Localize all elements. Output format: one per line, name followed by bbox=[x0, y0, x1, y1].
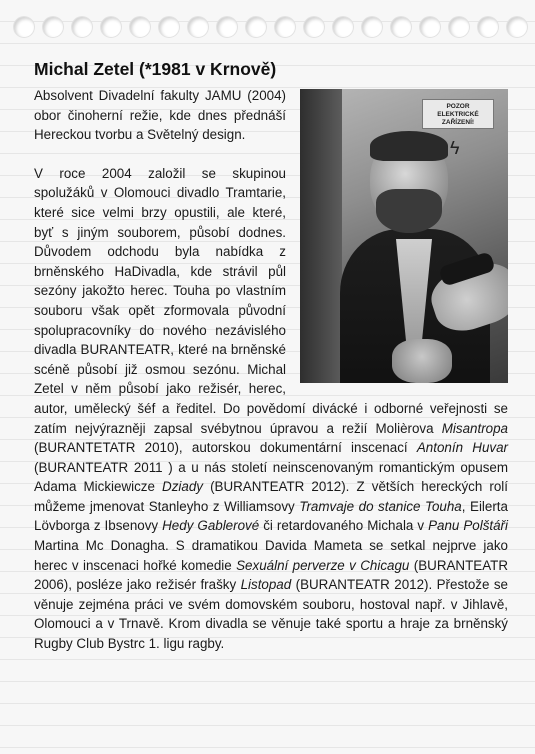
bio-text: (BURANTETATR 2010), autorskou dokumentární inscenací bbox=[34, 440, 417, 456]
binder-hole bbox=[246, 17, 266, 37]
warning-sign bbox=[422, 99, 494, 129]
binder-hole bbox=[420, 17, 440, 37]
binder-holes bbox=[14, 17, 527, 41]
work-title: Misantropa bbox=[441, 420, 508, 436]
work-title: Hedy Gablerové bbox=[162, 518, 260, 534]
bio-text: V roce 2004 založil se skupinou spolužáků v Olomouci divadlo Tramtarie, které sice velmi brzy opustili, ale které, byť s jiným souborem, působí dodnes. Důvodem odchodu byla nabídka z brněnského HaDivadla, kde strávil půl sezóny jakožto herec. Touha po vlastním souboru však opět zformovala původní spolupracovníky do nového nezávislého divadla BURANTEATR, které na brněnské scéně působí již osmou sezónu. Michal Zetel v něm působí jako režisér, herec, autor, umělecký šéf a ředitel. Do povědomí divácké i odborné veřejnosti se zatím nejvýrazněji zapsal svébytnou úpravou a režií Molièrova bbox=[34, 165, 508, 436]
bio-text: (BURANTEATR 2012). Z větších hereckých rolí můžeme jmenovat Stanleyho z Williamsovy bbox=[34, 479, 508, 514]
lightning-bolt-icon: ϟ bbox=[450, 138, 460, 158]
binder-hole bbox=[275, 17, 295, 37]
bio-text: (BURANTEATR 2006), posléze jako režisér frašky bbox=[34, 557, 508, 593]
binder-hole bbox=[478, 17, 498, 37]
work-title: Panu Polštáři bbox=[428, 518, 508, 534]
photo-hair bbox=[370, 131, 448, 161]
work-title: Tramvaje do stanice Touha bbox=[299, 498, 462, 514]
binder-hole bbox=[391, 17, 411, 37]
work-title: Dziady bbox=[162, 479, 203, 495]
photo-beard bbox=[376, 189, 442, 233]
binder-hole bbox=[72, 17, 92, 37]
work-title: Antonín Huvar bbox=[416, 440, 508, 456]
bio-text: či retardovaného Michala v bbox=[259, 518, 429, 534]
binder-hole bbox=[159, 17, 179, 37]
binder-hole bbox=[507, 17, 527, 37]
bio-text: Martina Mc Donagha. S dramatikou Davida Mameta se setkal nejprve jako herec v inscenaci hořké komedie bbox=[34, 538, 508, 573]
binder-hole bbox=[217, 17, 237, 37]
binder-hole bbox=[14, 17, 34, 37]
work-title: Listopad bbox=[240, 577, 292, 593]
binder-hole bbox=[333, 17, 353, 37]
binder-hole bbox=[101, 17, 121, 37]
sign-line: ZAŘÍZENÍ! bbox=[441, 119, 475, 126]
person-heading: Michal Zetel (*1981 v Krnově) bbox=[34, 59, 277, 79]
intro-paragraph: Absolvent Divadelní fakulty JAMU (2004) obor činoherní režie, kde dnes přednáší Hereckou tvorbu a Světelný design. bbox=[34, 88, 286, 143]
bio-text: , Eilerta Lövborga z Ibsenovy bbox=[34, 498, 508, 534]
binder-hole bbox=[304, 17, 324, 37]
sign-line: ELEKTRICKÉ bbox=[437, 111, 479, 118]
portrait-photo bbox=[300, 89, 508, 383]
binder-hole bbox=[130, 17, 150, 37]
binder-hole bbox=[43, 17, 63, 37]
sign-line: POZOR bbox=[446, 103, 470, 110]
work-title: Sexuální perverze v Chicagu bbox=[236, 557, 410, 573]
bio-text: (BURANTEATR 2012). Přestože se věnuje zejména práci ve svém domovském souboru, hostoval např. v Jihlavě, Olomouci a v Trnavě. Krom divadla se věnuje také sportu a hraje za brněnský Rugby Club Bystrc 1. ligu ragby. bbox=[34, 577, 508, 652]
photo-fist bbox=[392, 339, 452, 383]
article bbox=[34, 58, 508, 654]
binder-hole bbox=[449, 17, 469, 37]
binder-hole bbox=[362, 17, 382, 37]
bio-text: (BURANTEATR 2011 ) a u nás století neinscenovaným romantickým opusem Adama Mickiewicze bbox=[34, 459, 508, 495]
binder-hole bbox=[188, 17, 208, 37]
photo-wall bbox=[300, 89, 342, 383]
